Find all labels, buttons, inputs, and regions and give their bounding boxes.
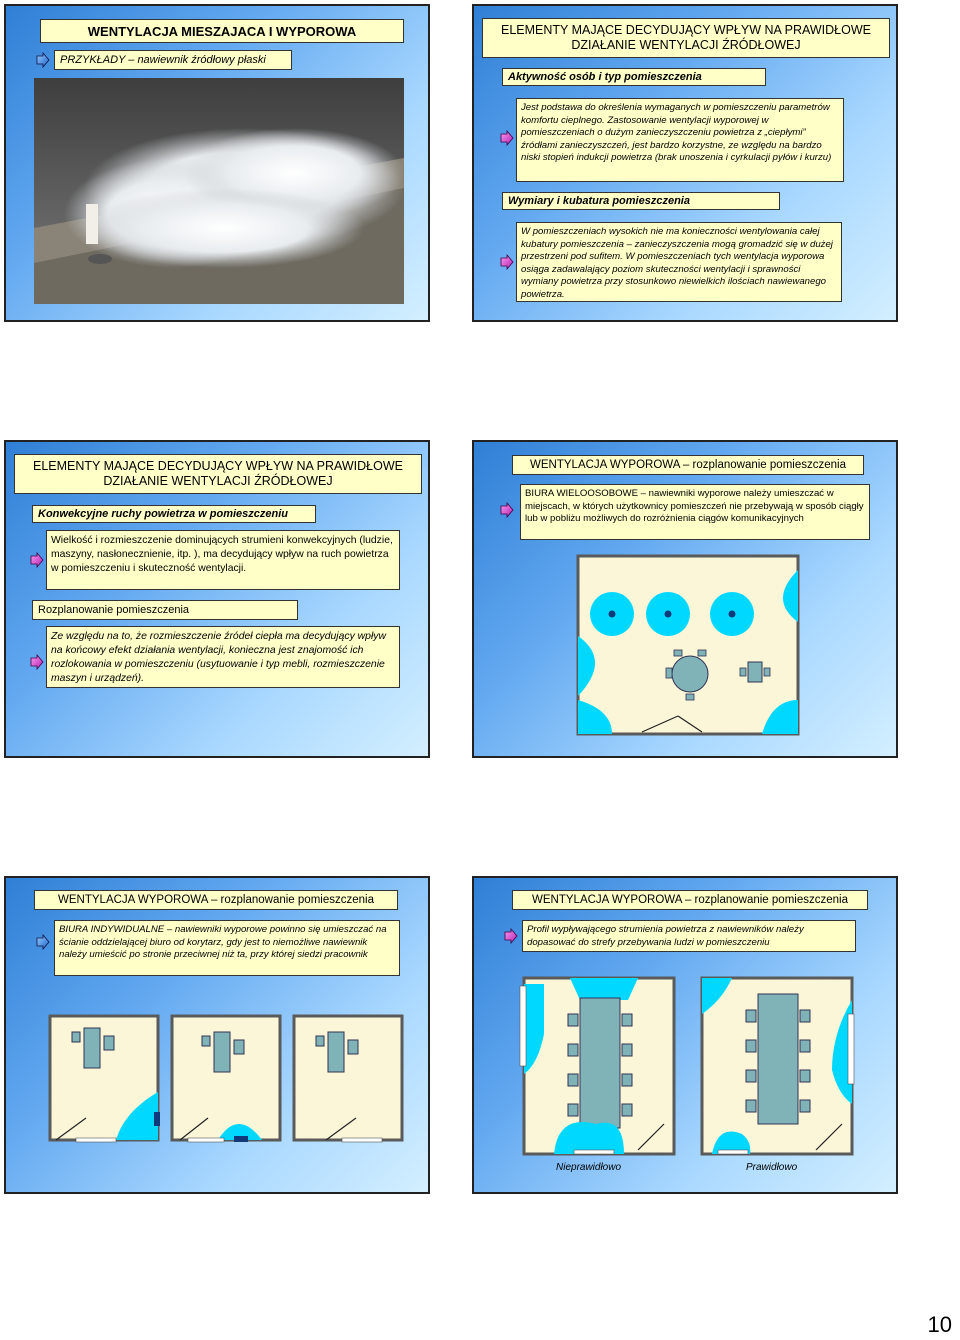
slide-1: [4, 4, 430, 322]
slide-2-section-2: Wymiary i kubatura pomieszczenia: [502, 192, 780, 210]
slide-1-subtitle: PRZYKŁADY – nawiewnik źródłowy płaski: [54, 50, 292, 70]
slide-1-title: WENTYLACJA MIESZAJACA I WYPOROWA: [40, 19, 404, 43]
flat-displacement-diffuser-photo: [34, 78, 404, 304]
pink-arrow-icon: [30, 552, 44, 568]
slide-2-section-1: Aktywność osób i typ pomieszczenia: [502, 68, 766, 86]
slide-4: [472, 440, 898, 758]
slide-2-paragraph-2: W pomieszczeniach wysokich nie ma konieczności wentylowania całej kubatury pomieszczenia – zanieczyszczenia mogą gromadzić się w dużej przestrzeni pod sufitem. W pomieszczeniach tych wentylacja wyporowa osiąga zadawalający poziom skuteczności wentylacji i sprawności wymiany powietrza przy stosunkowo niewielkich ilościach nawiewanego powietrza.: [516, 222, 842, 302]
slide-5-paragraph: BIURA INDYWIDUALNE – nawiewniki wyporowe powinno się umieszczać na ścianie oddzielającej biuro od korytarz, gdy jest to niemożliwe nawiewnik należy umieścić po stronie przeciwnej niż ta, przy której siedzi pracownik: [54, 920, 400, 976]
pink-arrow-icon: [30, 654, 44, 670]
slide-4-title: WENTYLACJA WYPOROWA – rozplanowanie pomieszczenia: [512, 455, 864, 475]
pink-arrow-icon: [504, 928, 518, 944]
blue-arrow-icon: [36, 934, 50, 950]
pink-arrow-icon: [500, 130, 514, 146]
slide-5-title: WENTYLACJA WYPOROWA – rozplanowanie pomieszczenia: [34, 890, 398, 910]
slide-4-paragraph: BIURA WIELOOSOBOWE – nawiewniki wyporowe należy umieszczać w miejscach, w których użytkownicy pomieszczeń nie przebywają w sposób ciągły lub w pobliżu możliwych do rozróżnienia ciągów komunikacyjnych: [520, 484, 870, 540]
pink-arrow-icon: [500, 502, 514, 518]
slide-3-paragraph-2: Ze względu na to, że rozmieszczenie źródeł ciepła ma decydujący wpływ na końcowy efekt działania wentylacji, konieczna jest znajomość ich rozlokowania w pomieszczeniu (usytuowanie i typ mebli, rozmieszczenie maszyn i urządzeń).: [46, 626, 400, 688]
slide-5: [4, 876, 430, 1194]
slide-2-paragraph-1: Jest podstawa do określenia wymaganych w pomieszczeniu parametrów komfortu cieplnego. Zastosowanie wentylacji wyporowej w pomieszczeniach o dużym zanieczyszczeniu powietrza z „ciepłymi” źródłami zanieczyszczeń, jest bardzo korzystne, ze względu na bardzo niski stopień indukcji powietrza (brak unoszenia i cyrkulacji pyłów i kurzu): [516, 98, 844, 182]
slide-3-section-2: Rozplanowanie pomieszczenia: [32, 600, 298, 620]
plan-right: [702, 978, 854, 1154]
slide-3-section-1: Konwekcyjne ruchy powietrza w pomieszczeniu: [32, 505, 316, 523]
office-plan-2: [172, 1016, 280, 1142]
plan-wrong: [520, 978, 674, 1154]
pink-arrow-icon: [500, 254, 514, 270]
airflow-profile-comparison: [514, 974, 864, 1158]
slide-3-title: ELEMENTY MAJĄCE DECYDUJĄCY WPŁYW NA PRAWIDŁOWE DZIAŁANIE WENTYLACJI ŹRÓDŁOWEJ: [14, 454, 422, 494]
blue-arrow-icon: [36, 52, 50, 68]
office-plan-3: [294, 1016, 402, 1142]
slide-2-title: ELEMENTY MAJĄCE DECYDUJĄCY WPŁYW NA PRAWIDŁOWE DZIAŁANIE WENTYLACJI ŹRÓDŁOWEJ: [482, 18, 890, 58]
multi-person-office-plan: [572, 550, 804, 740]
slide-2: [472, 4, 898, 322]
slide-3: [4, 440, 430, 758]
individual-office-plans: [46, 1012, 406, 1146]
page-number: 10: [927, 1312, 952, 1337]
caption-right: Prawidłowo: [746, 1162, 798, 1173]
caption-wrong: Nieprawidłowo: [556, 1162, 622, 1173]
slide-3-paragraph-1: Wielkość i rozmieszczenie dominujących strumieni konwekcyjnych (ludzie, maszyny, nasłonecznienie, itp. ), ma decydujący wpływ na ruch powietrza w pomieszczeniu i skuteczność wentylacji.: [46, 530, 400, 590]
slide-6-paragraph: Profil wypływającego strumienia powietrza z nawiewników należy dopasować do strefy przebywania ludzi w pomieszczeniu: [522, 920, 856, 952]
slide-6-title: WENTYLACJA WYPOROWA – rozplanowanie pomieszczenia: [512, 890, 868, 910]
slide-6: [472, 876, 898, 1194]
office-plan-1: [50, 1016, 160, 1142]
